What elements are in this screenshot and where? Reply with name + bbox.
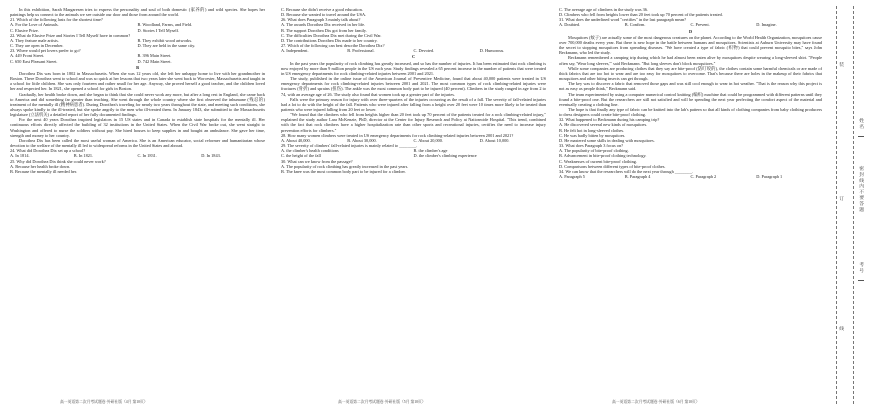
option-c: C. The average age of climbers in the study was 36. — [559, 7, 648, 12]
option-a: A. The awards Dorothea Dix received in her life. — [281, 22, 366, 28]
binding-label-ding: 订 — [838, 196, 844, 202]
option-d: D. The contributions Dorothea Dix made to her country. — [281, 37, 378, 43]
page-footer-left: 高一英语第二次月考试题卷·外研社版（4月 第10页） — [60, 400, 148, 404]
question-32 — [559, 117, 822, 143]
question-stem: 30. What can we know from the passage? — [281, 158, 353, 164]
column-2 — [281, 7, 546, 395]
option-d: D. About 10,000. — [479, 137, 510, 143]
binding-strip — [829, 0, 870, 410]
option-d: D. Imagine. — [756, 22, 777, 28]
option-d: D. Paragraph 1 — [756, 174, 783, 179]
option-a: A. 449 Front Street. — [10, 53, 45, 59]
passage-d-paragraph-6: The hope is that finally any type of fabric can be knitted into the lab's pattern so that all kinds of clothing companies from baby clothing producers to dress designers could create bite-proof clothing. — [559, 106, 822, 118]
option-c: C. Devoted. — [413, 48, 435, 54]
question-23 — [10, 48, 265, 63]
option-c: C. In 1831. — [137, 153, 157, 159]
question-stem: 24. What did Dorothea Dix set up a school? — [10, 148, 86, 154]
question-29 — [281, 143, 546, 158]
passage-d-paragraph-2: Beckmann remembered a camping trip during which he had almost been eaten alive by mosquitoes despite wearing a long-sleeved shirt. "People often say, 'Wear long sleeves,'" said Beckmann. "But long sleeves don't block mosquitoes." — [559, 55, 822, 66]
section-heading-b: B — [136, 64, 139, 70]
option-d: D. 742 Main Street. — [137, 58, 172, 64]
page-footer-middle: 高一英语第二次月考试题卷·外研社版（5月 第10页） — [338, 400, 426, 404]
binding-label-xian: 线 — [838, 326, 844, 332]
question-stem: 23. Where would pet lovers prefer to go? — [10, 48, 81, 54]
option-a: A. the climber's health conditions — [281, 148, 339, 154]
option-d: D. the climber's climbing experience — [413, 153, 477, 159]
binding-label-zhuang: 装 — [838, 62, 844, 68]
option-b: B. In 1821. — [73, 153, 94, 159]
question-stem: 34. We can know that the researchers will do the next year through ________. — [559, 168, 694, 174]
option-b: B. Professional. — [347, 48, 375, 54]
passage-b-paragraph-3: For the next 40 years Dorothea inspired legislators in 15 US states and in Canada to establish state hospitals for the mentally ill. Her continuous efforts directly affected the building of 32 institutions in the United States. When the Civil War broke out, she went straight to Washington and offered to nurse the soldiers without pay. She hired houses to keep supplies in and bought an ambulance. She gave her time, strength and money to her country. — [10, 117, 265, 138]
page-footer-right: 高一英语第二次月考试题卷·外研社版（6月 第10页） — [612, 400, 700, 404]
option-b: B. He felt hot in long-sleeved clothes. — [559, 127, 625, 133]
passage-c-paragraph-2: The study, published in the online issue of the American Journal of Preventive Medicine, found that about 40,000 patients were treated in US emergency departments for rock climbing-related injuries between 2001 and 2021. The most common types of rock climbing-related injuries were fractures (骨折) and sprains (扭伤). The ankle was the most common body part to be injured (40 percent). Climbers in the study ranged in age from 2 to 74, with an average age of 26. The study also found that women took up a greater part of the injuries. — [281, 76, 546, 97]
option-b: B. Confirm. — [624, 22, 646, 28]
option-c: C. The difficulties Dorothea Dix met during the Civil War. — [281, 32, 382, 38]
option-c: C. Prevent. — [690, 22, 710, 28]
option-c: C. Weaknesses of current bite-proof clothing. — [559, 158, 637, 164]
question-33 — [559, 143, 822, 169]
sealed-note: 密封线内不要答题 — [858, 166, 864, 213]
number-field-line — [858, 280, 864, 281]
option-c: C. 650 East Pleasant Street. — [10, 58, 58, 64]
question-31 — [559, 17, 822, 27]
option-b: B. They exhibit wood artworks. — [137, 37, 193, 43]
question-stem: 27. Which of the following can best describe Dorothea Dix? — [281, 43, 385, 49]
question-26 — [281, 17, 546, 43]
question-stem: 28. How many women climbers were treated in US emergency departments for rock climbing-related injuries between 2001 and 2021? — [281, 132, 514, 138]
question-24 — [10, 148, 265, 158]
option-a: A. Because her health broke down. — [10, 163, 71, 169]
option-d: D. Comparisons between different types of bite-proof clothes. — [559, 163, 666, 169]
question-22 — [10, 33, 265, 48]
question-30 — [281, 159, 546, 174]
passage-d-paragraph-1: Mosquitoes (蚊子) are actually some of the most dangerous creatures on the planet. According to the World Health Organization, mosquitoes cause over 700,000 deaths every year. But there is new hope in the battle between humans and mosquitoes. Scientists at Auburn University may have found the secret to stopping mosquitoes from spreading diseases. "We have created a type of fabric (织物) that could prevent mosquito bites," says John Beckmann, who led the study. — [559, 34, 822, 56]
question-21 — [10, 17, 265, 32]
option-d: D. Because she wanted to travel around the USA. — [281, 12, 367, 18]
question-stem: 29. The severity of climbers' fall-related injuries is mainly related to ________. — [281, 143, 418, 149]
option-d: D. Climbers who fell from heights lower than 20 feet took up 70 percent of the patients treated. — [559, 12, 723, 18]
option-d: D. Stories I Tell Myself. — [137, 27, 180, 33]
passage-d-paragraph-3: While some companies are producing clothes that they say are bite-proof (防叮咬的), the clothes contain some harmful chemicals or are made of thick fabrics that are too hot to wear and are too easy for mosquitoes to overcome. That's because there are holes in the makeup of their fabrics that mosquitoes and other biting insects can get through. — [559, 65, 822, 82]
option-b: B. Woodland, Farms, and Field. — [137, 22, 193, 28]
question-25 — [10, 159, 265, 174]
question-stem: 26. What does Paragraph 3 mainly talk about? — [281, 17, 361, 23]
option-a: A. They feature male artists. — [10, 37, 59, 43]
question-stem: 33. What does Paragraph 3 focus on? — [559, 143, 623, 149]
cut-dash-line — [853, 6, 854, 404]
option-d: D. They are held in the same city. — [137, 43, 196, 49]
option-c: C. Because she didn't receive a good education. — [281, 7, 363, 12]
option-c: C. They are open in December. — [10, 43, 64, 49]
passage-c-paragraph-1: In the past years the popularity of rock climbing has greatly increased, and so has the number of injuries. It has been estimated that rock climbing is now enjoyed by more than 9 million people in the US each year. Study findings revealed a 65 percent increase in the number of patients that were treated in US emergency departments for rock climbing-related injuries between 2001 and 2021. — [281, 60, 546, 76]
option-c: C. Paragraph 2 — [690, 174, 717, 179]
passage-c-paragraph-3: Falls were the primary reason for injury with over three-quarters of the injuries occurring as the result of a fall. The severity of fall-related injuries had a lot to do with the height of the fall. Patients who were injured after falling from a height over 20 feet were 10 times more likely to be treated than patients who were injured falling from 20 feet or lower. — [281, 96, 546, 112]
passage-c-paragraph-4: "We found that the climbers who fell from heights higher than 20 feet took up 70 percent of the patients treated for a rock climbing-related injury," explained the study author Lara McKenzie, PhD, director at the Center for Injury Research and Policy at Nationwide Hospital. "This trend, combined with the fact that rock climbers have a higher hospitalization rate than other sports and recreational injuries, certifies the need to increase injury prevention efforts for climbers." — [281, 112, 546, 133]
option-a: A. In 1814. — [10, 153, 30, 159]
option-b: B. The knee was the most common body part to be injured for a climber. — [281, 168, 406, 174]
option-a: A. For the Love of Animals. — [10, 22, 59, 28]
question-stem: 22. What do Elusive Prize and Stories I Tell Myself have in common? — [10, 32, 131, 38]
option-a: A. Doubted. — [559, 22, 581, 28]
option-d: D. Humorous. — [479, 48, 505, 54]
option-b: B. Because the mentally ill needed her. — [10, 168, 78, 174]
question-stem: 31. What does the underlined word "certifies" in the last paragraph mean? — [559, 17, 687, 23]
option-b: B. About 30,000. — [347, 137, 377, 143]
name-field-label: 姓名 — [858, 118, 864, 130]
question-28 — [281, 133, 546, 143]
passage-d-paragraph-5: The team experimented by using a computer numerical control knitting (编织) machine that could be programmed with different patterns until they found a bite-proof one. But the researchers are still not satisfied and will be spending the next year perfecting the comfort aspect of the material and eventually creating a clothing line. — [559, 91, 822, 107]
section-heading-c: C — [411, 54, 416, 60]
binding-dash-line — [836, 6, 837, 404]
passage-b-paragraph-2: Gradually, her health broke down, and she began to think that she could never work any more, but after a long rest in England, she came back to America and did something far greater than teaching. She went through the whole country where she first observed the inhumane (残忍的) treatment of the mentally ill (精神病患者). During Dorothea's traveling for nearly two years throughout the state, and meeting such conditions, she always spoke kindly to the ill-treated, but she spoke angrily to the men who ill-treated them. In January 1843, she submitted to the Massachusetts legislature (立法机关) a detailed report of her fully documented findings. — [10, 91, 265, 118]
question-27 — [281, 43, 546, 53]
option-b: B. The support Dorothea Dix got from her family. — [281, 27, 367, 33]
passage-a-paragraph: In this exhibition, Sarah Margaresen tries to express the personality and soul of both domestic (家养的) and wild species. She hopes her paintings help us connect to the animals we see outside our door and those from around the world. — [10, 7, 265, 18]
name-field-line — [858, 136, 864, 137]
option-c: C. the height of the fall — [281, 153, 321, 159]
option-b: B. 396 Main Street. — [137, 53, 172, 59]
option-b: B. Advancement in bite-proof clothing technology. — [559, 153, 647, 159]
option-a: A. The popularity of rock climbing has greatly increased in the past years. — [281, 163, 409, 169]
passage-d-paragraph-4: The key was to discover a fabric that removed those gaps and was still cool enough to wear in hot weather. "That is the reason why this project is not as easy as people think," Beckmann said. — [559, 81, 822, 92]
question-stem: 25. Why did Dorothea Dix think she could never work? — [10, 158, 106, 164]
option-a: A. About 40,000. — [281, 137, 311, 143]
option-d: D. In 1843. — [201, 153, 221, 159]
option-a: A. He discovered several new kinds of mosquitoes. — [559, 122, 648, 128]
option-d: D. He mastered some skills in dealing with mosquitoes. — [559, 137, 655, 143]
question-stem: 32. What happened to Beckmann during his camping trip? — [559, 117, 660, 123]
option-c: C. Elusive Prize. — [10, 27, 39, 33]
option-b: B. the climber's age — [413, 148, 448, 154]
question-stem: 21. Which of the following lasts for the shortest time? — [10, 17, 103, 23]
option-c: C. About 20,000. — [413, 137, 443, 143]
option-a: A. Independent. — [281, 48, 309, 54]
column-3 — [559, 7, 822, 395]
option-a: A. Paragraph 5 — [559, 174, 585, 179]
column-1 — [10, 7, 265, 395]
section-heading-d: D — [688, 28, 693, 34]
option-b: B. Paragraph 4 — [624, 174, 651, 179]
passage-b-paragraph-4: Dorothea Dix has been called the most useful woman of America. She is an American educator, social reformer and humanitarian whose devotion to the welfare of the mentally ill led to widespread reforms in the United States and abroad. — [10, 137, 265, 149]
option-c: C. He was badly bitten by mosquitoes. — [559, 132, 626, 138]
number-field-label: 考号 — [858, 262, 864, 274]
question-34 — [559, 169, 822, 179]
option-a: A. The popularity of bite-proof clothing. — [559, 148, 629, 154]
passage-b-paragraph-1: Dorothea Dix was born in 1802 in Massachusetts. When she was 12 years old, she left her unhappy home to live with her grandmother in Boston. There Dorothea went to school and was so quick at her lessons that two years later she went back to Worcester, Massachusetts and taught in a school for little children. She was only fourteen and rather small for her age. Anyway, she proved herself a good teacher, and the children loved her and respected her. In 1821, she opened a school for girls in Boston. — [10, 70, 265, 92]
